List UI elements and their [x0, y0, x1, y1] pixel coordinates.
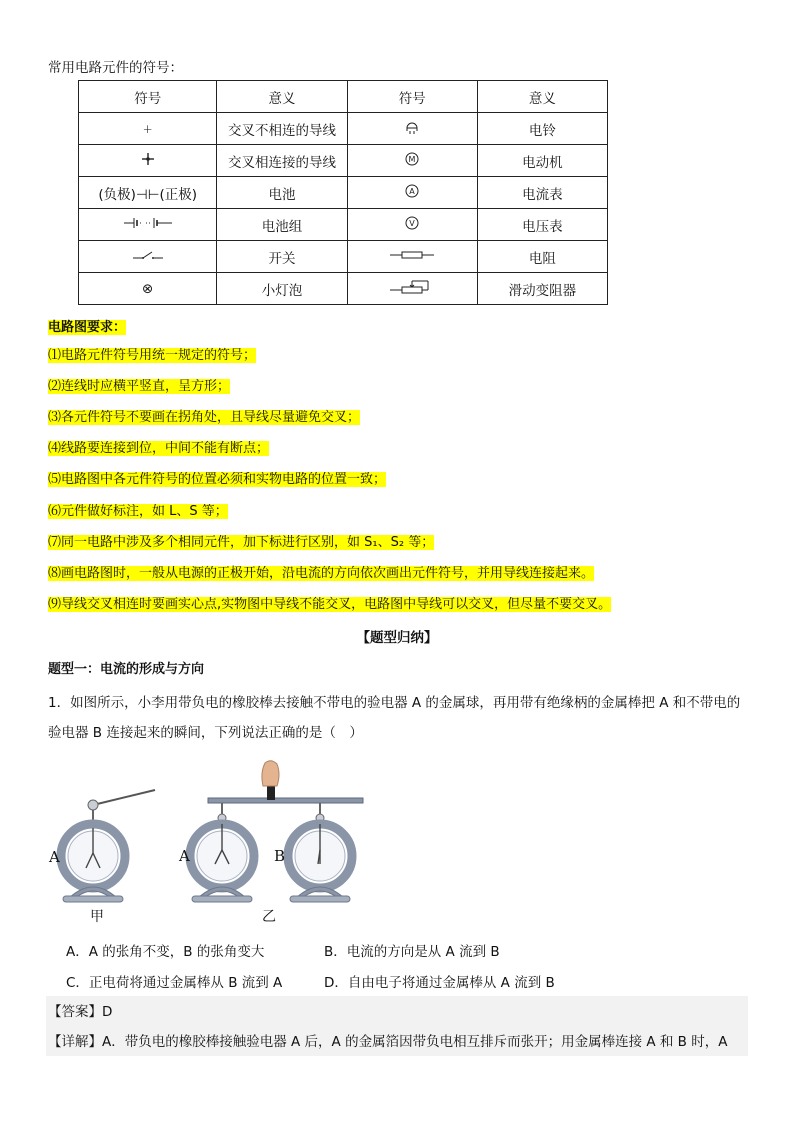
wire-cross-connected-symbol [79, 145, 217, 177]
requirement-item: ⑻画电路图时，一般从电源的正极开始，沿电流的方向依次画出元件符号，并用导线连接起来。 [48, 566, 595, 581]
wire-cross-unconnected-symbol: + [79, 113, 217, 145]
resistor-icon [347, 241, 477, 273]
table-cell: 开关 [217, 241, 347, 273]
requirement-item: ⑷线路要连接到位，中间不能有断点； [48, 441, 270, 456]
question-text: 1．如图所示，小李用带负电的橡胶棒去接触不带电的验电器 A 的金属球，再用带有绝缘柄的金属棒把 A 和不带电的验电器 B 连接起来的瞬间，下列说法正确的是（ ） [48, 695, 741, 741]
requirement-item: ⑶各元件符号不要画在拐角处，且导线尽量避免交叉； [48, 410, 361, 425]
electroscope-b [288, 803, 352, 902]
option-d: D．自由电子将通过金属棒从 A 流到 B [324, 975, 555, 991]
table-cell: 电动机 [477, 145, 607, 177]
table-cell: 电铃 [477, 113, 607, 145]
requirements-title: 电路图要求： [48, 320, 127, 335]
option-a: A．A 的张角不变，B 的张角变大 [66, 944, 265, 960]
table-cell: 交叉相连接的导线 [217, 145, 347, 177]
requirement-item: ⑹元件做好标注，如 L、S 等； [48, 504, 228, 519]
switch-icon [79, 241, 217, 273]
table-cell: 小灯泡 [217, 273, 347, 305]
svg-text:M: M [408, 154, 416, 164]
requirement-item: ⑸电路图中各元件符号的位置必须和实物电路的位置一致； [48, 472, 387, 487]
question-type: 题型一：电流的形成与方向 [48, 662, 205, 677]
rheostat-icon [347, 273, 477, 305]
svg-text:A: A [409, 186, 415, 196]
table-cell: 电池 [217, 177, 347, 209]
table-row [79, 273, 608, 305]
hand-icon [262, 761, 279, 800]
electroscope-figure [45, 758, 365, 932]
answer-detail: 【详解】A．带负电的橡胶棒接触验电器 A 后，A 的金属箔因带负电相互排斥而张开；用金属棒连接 A 和 B 时，A [48, 1034, 728, 1050]
caption-jia: 甲 [90, 909, 104, 925]
requirement-item: ⑵连线时应横平竖直，呈方形； [48, 379, 231, 394]
intro-text: 常用电路元件的符号： [48, 60, 183, 76]
section-title: 【题型归纳】 [356, 630, 438, 646]
label-a-left: A [49, 848, 60, 866]
table-cell: 电压表 [477, 209, 607, 241]
svg-text:V: V [409, 218, 415, 228]
bell-icon [347, 113, 477, 145]
battery-pack-icon [79, 209, 217, 241]
requirement-item: ⑼导线交叉相连时要画实心点,实物图中导线不能交叉，电路图中导线可以交叉，但尽量不要交叉。 [48, 597, 612, 612]
label-b: B [274, 847, 286, 865]
electroscope-a-left [61, 790, 155, 902]
table-row [79, 145, 608, 177]
option-b: B．电流的方向是从 A 流到 B [324, 944, 500, 960]
table-cell: 电池组 [217, 209, 347, 241]
header-cell: 意义 [477, 81, 607, 113]
ammeter-icon [347, 177, 477, 209]
table-row [79, 113, 608, 145]
option-c: C．正电荷将通过金属棒从 B 流到 A [66, 975, 283, 991]
requirement-item: ⑺同一电路中涉及多个相同元件，加下标进行区别，如 S₁、S₂ 等； [48, 535, 435, 550]
table-cell: 电阻 [477, 241, 607, 273]
voltmeter-icon [347, 209, 477, 241]
table-header-row [79, 81, 608, 113]
table-cell: 滑动变阻器 [477, 273, 607, 305]
header-cell: 符号 [347, 81, 477, 113]
symbol-table [78, 80, 608, 305]
table-row [79, 241, 608, 273]
requirement-item: ⑴电路元件符号用统一规定的符号； [48, 348, 257, 363]
header-cell: 意义 [217, 81, 347, 113]
label-a-right: A [179, 847, 190, 865]
header-cell: 符号 [79, 81, 217, 113]
table-cell: 交叉不相连的导线 [217, 113, 347, 145]
motor-icon [347, 145, 477, 177]
lamp-icon: ⊗ [79, 273, 217, 305]
answer: 【答案】D [48, 1004, 113, 1020]
table-row [79, 177, 608, 209]
table-cell: 电流表 [477, 177, 607, 209]
electroscope-a-right [190, 803, 254, 902]
table-row [79, 209, 608, 241]
battery-symbol: (负极)⊣⊢(正极) [79, 177, 217, 209]
caption-yi: 乙 [262, 909, 276, 925]
